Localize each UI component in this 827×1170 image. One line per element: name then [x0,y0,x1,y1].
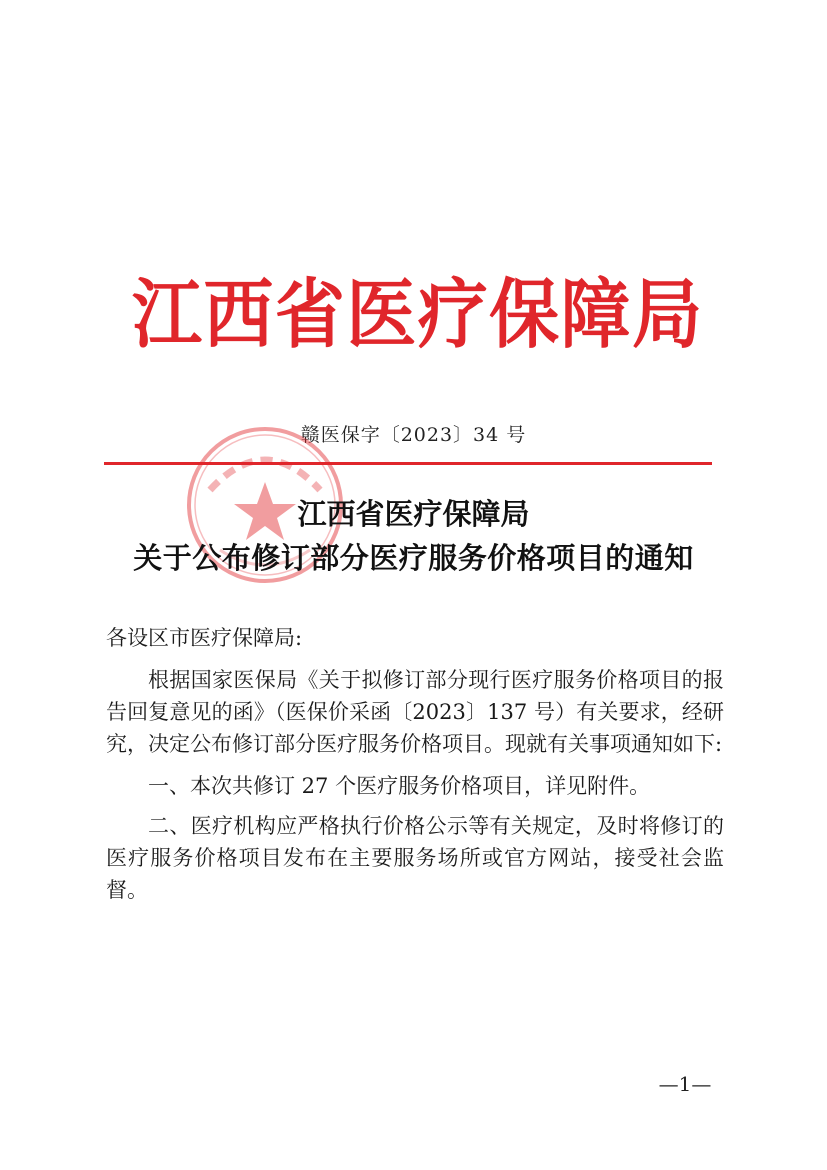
masthead-char: 障 [560,268,631,359]
paragraph: 根据国家医保局《关于拟修订部分现行医疗服务价格项目的报告回复意见的函》（医保价采函〔2023〕137 号）有关要求，经研究，决定公布修订部分医疗服务价格项目。现就有关事项通知如下: [106,668,724,756]
notice-title-line-2: 关于公布修订部分医疗服务价格项目的通知 [133,541,694,575]
masthead-char: 江 [132,268,202,359]
masthead-char: 保 [489,268,560,359]
salutation: 各设区市医疗保障局: [106,626,303,650]
masthead-char: 医 [346,268,417,359]
notice-body [106,622,724,916]
masthead-title [132,262,702,359]
notice-title-line-1: 江西省医疗保障局 [297,497,530,531]
masthead-char: 西 [203,268,274,359]
page-number: —1— [658,1072,712,1096]
masthead-char: 疗 [417,268,488,359]
paragraph: 一、本次共修订 27 个医疗服务价格项目，详见附件。 [148,774,651,798]
document-number: 赣医保字〔2023〕34 号 [300,424,527,446]
masthead-char: 局 [631,268,702,359]
masthead-char: 省 [274,268,345,359]
paragraph: 二、医疗机构应严格执行价格公示等有关规定，及时将修订的医疗服务价格项目发布在主要服务场所或官方网站，接受社会监督。 [106,814,724,902]
